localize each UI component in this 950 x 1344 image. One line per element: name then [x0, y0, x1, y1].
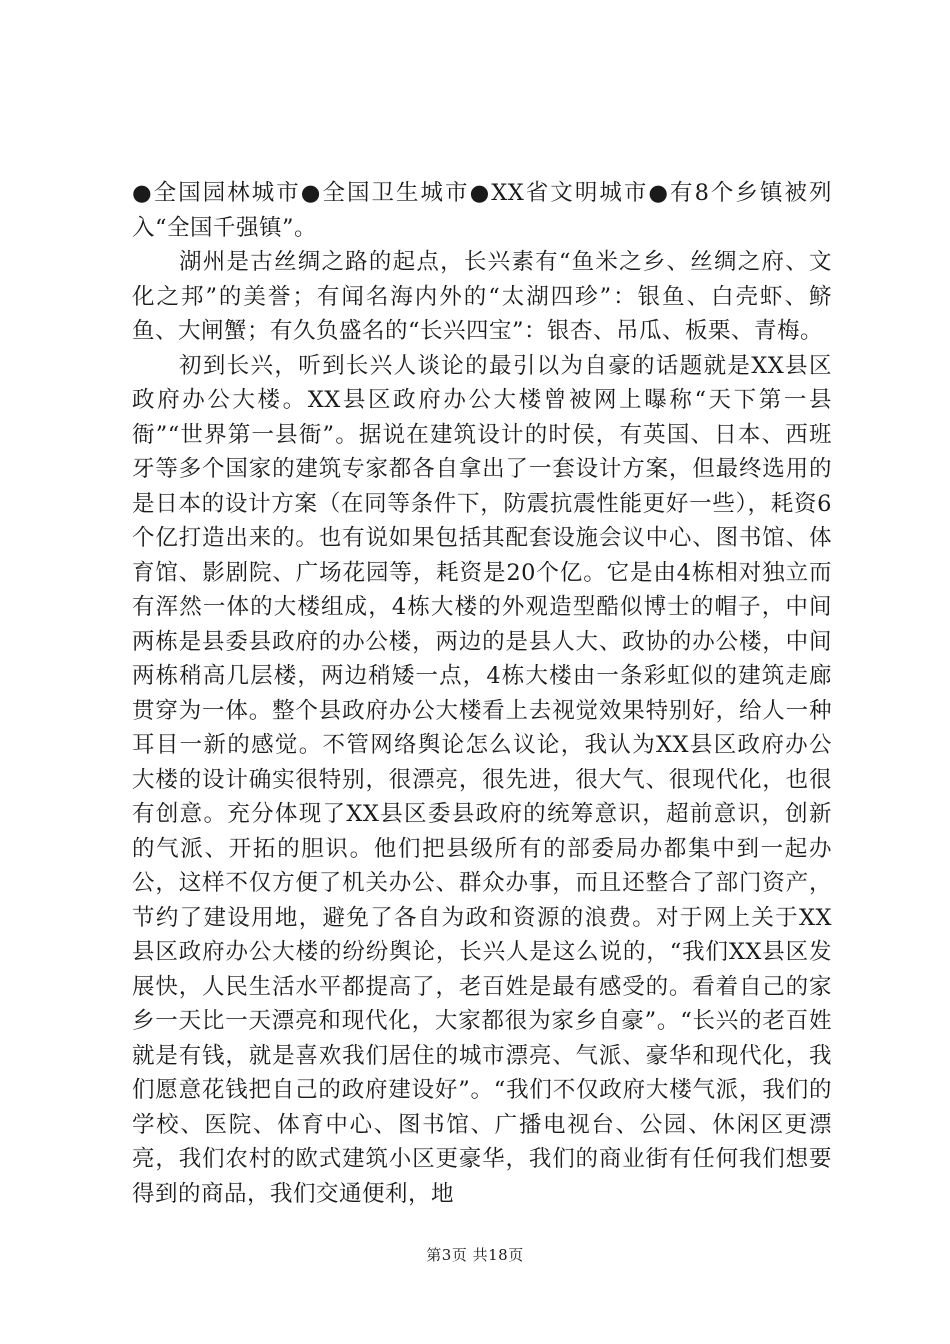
- document-body: [132, 176, 832, 1211]
- page-footer: 第3页 共18页: [426, 1246, 524, 1264]
- paragraph-government-building: 初到长兴，听到长兴人谈论的最引以为自豪的话题就是XX县区政府办公大楼。XX县区政府办公大楼曾被网上曝称“天下第一县衙”“世界第一县衙”。据说在建筑设计的时侯，有英国、日本、西班牙等多个国家的建筑专家都各自拿出了一套设计方案，但最终选用的是日本的设计方案（在同等条件下，防震抗震性能更好一些），耗资6个亿打造出来的。也有说如果包括其配套设施会议中心、图书馆、体育馆、影剧院、广场花园等，耗资是20个亿。它是由4栋相对独立而有浑然一体的大楼组成，4栋大楼的外观造型酷似博士的帽子，中间两栋是县委县政府的办公楼，两边的是县人大、政协的办公楼，中间两栋稍高几层楼，两边稍矮一点，4栋大楼由一条彩虹似的建筑走廊贯穿为一体。整个县政府办公大楼看上去视觉效果特别好，给人一种耳目一新的感觉。不管网络舆论怎么议论，我认为XX县区政府办公大楼的设计确实很特别，很漂亮，很先进，很大气、很现代化，也很有创意。充分体现了XX县区委县政府的统筹意识，超前意识，创新的气派、开拓的胆识。他们把县级所有的部委局办都集中到一起办公，这样不仅方便了机关办公、群众办事，而且还整合了部门资产，节约了建设用地，避免了各自为政和资源的浪费。对于网上关于XX县区政府办公大楼的纷纷舆论，长兴人是这么说的，“我们XX县区发展快，人民生活水平都提高了，老百姓是最有感受的。看着自己的家乡一天比一天漂亮和现代化，大家都很为家乡自豪”。“长兴的老百姓就是有钱，就是喜欢我们居住的城市漂亮、气派、豪华和现代化，我们愿意花钱把自己的政府建设好”。“我们不仅政府大楼气派，我们的学校、医院、体育中心、图书馆、广播电视台、公园、休闲区更漂亮，我们农村的欧式建筑小区更豪华，我们的商业街有任何我们想要得到的商品，我们交通便利，地: [132, 352, 832, 1207]
- paragraph-honors: ●全国园林城市●全国卫生城市●XX省文明城市●有8个乡镇被列入“全国千强镇”。: [132, 180, 832, 241]
- paragraph-huzhou-specialties: 湖州是古丝绸之路的起点，长兴素有“鱼米之乡、丝绸之府、文化之邦”的美誉；有闻名海内外的“太湖四珍”：银鱼、白壳虾、鲚鱼、大闸蟹；有久负盛名的“长兴四宝”：银杏、吊瓜、板栗、青梅。: [132, 249, 832, 344]
